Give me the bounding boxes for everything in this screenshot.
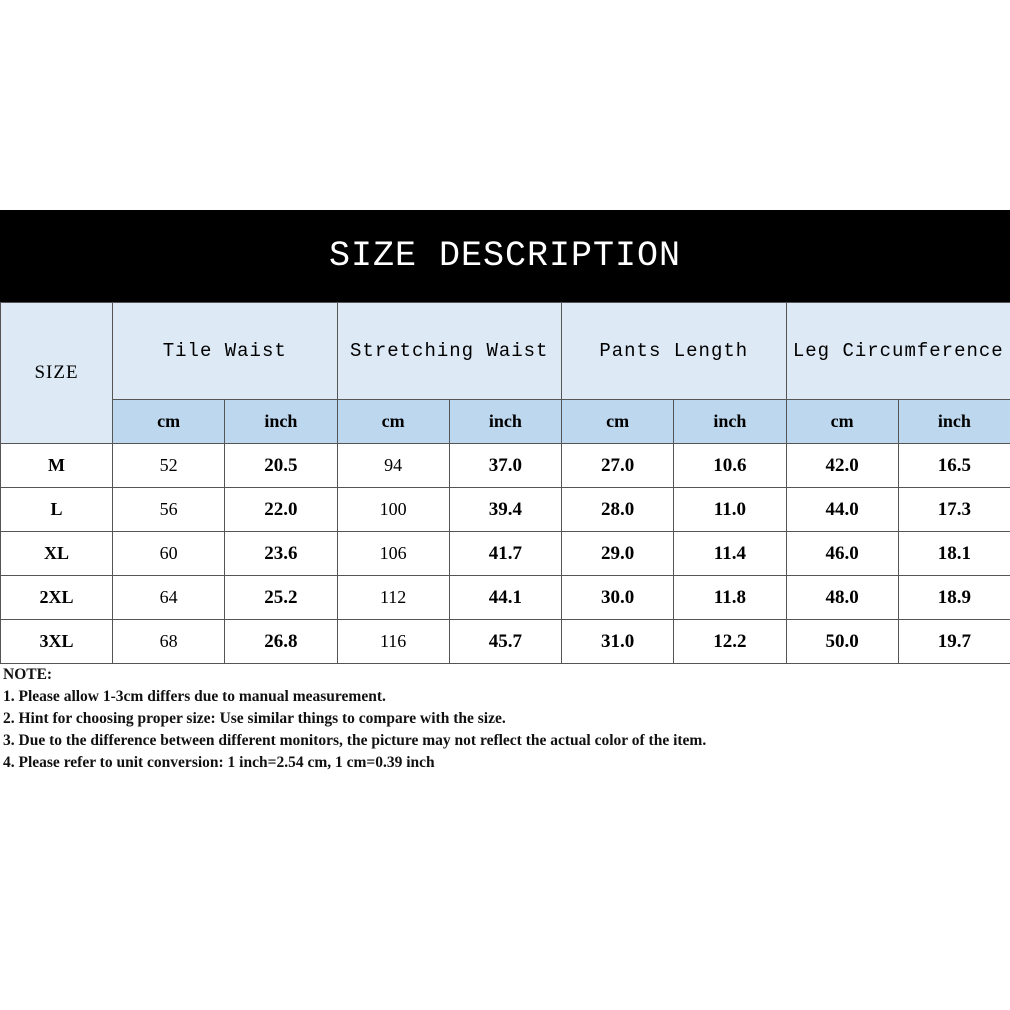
inch-cell: 10.6 bbox=[674, 444, 786, 488]
table-row bbox=[1, 620, 1010, 664]
table-row bbox=[1, 576, 1010, 620]
inch-cell: 17.3 bbox=[898, 488, 1010, 532]
unit-cm-header: cm bbox=[786, 400, 898, 444]
group-header: Leg Circumference bbox=[786, 303, 1010, 400]
cm-cell: 106 bbox=[337, 532, 449, 576]
size-header: SIZE bbox=[1, 303, 113, 444]
cm-cell: 27.0 bbox=[562, 444, 674, 488]
title-banner bbox=[0, 210, 1010, 302]
cm-cell: 112 bbox=[337, 576, 449, 620]
size-cell: M bbox=[1, 444, 113, 488]
inch-cell: 11.4 bbox=[674, 532, 786, 576]
group-header: Pants Length bbox=[562, 303, 787, 400]
group-header: Stretching Waist bbox=[337, 303, 562, 400]
inch-cell: 37.0 bbox=[449, 444, 561, 488]
cm-cell: 64 bbox=[113, 576, 225, 620]
inch-cell: 18.9 bbox=[898, 576, 1010, 620]
cm-cell: 31.0 bbox=[562, 620, 674, 664]
inch-cell: 41.7 bbox=[449, 532, 561, 576]
cm-cell: 46.0 bbox=[786, 532, 898, 576]
inch-cell: 26.8 bbox=[225, 620, 337, 664]
cm-cell: 60 bbox=[113, 532, 225, 576]
note-item: 3. Due to the difference between different monitors, the picture may not reflect the actual color of the item. bbox=[3, 732, 707, 749]
notes-heading: NOTE: bbox=[3, 666, 53, 683]
group-header: Tile Waist bbox=[113, 303, 338, 400]
cm-cell: 52 bbox=[113, 444, 225, 488]
cm-cell: 116 bbox=[337, 620, 449, 664]
note-item: 4. Please refer to unit conversion: 1 inch=2.54 cm, 1 cm=0.39 inch bbox=[3, 754, 435, 771]
inch-cell: 18.1 bbox=[898, 532, 1010, 576]
notes bbox=[3, 664, 706, 774]
inch-cell: 44.1 bbox=[449, 576, 561, 620]
size-cell: L bbox=[1, 488, 113, 532]
cm-cell: 94 bbox=[337, 444, 449, 488]
inch-cell: 11.8 bbox=[674, 576, 786, 620]
inch-cell: 39.4 bbox=[449, 488, 561, 532]
size-cell: 2XL bbox=[1, 576, 113, 620]
unit-inch-header: inch bbox=[449, 400, 561, 444]
unit-inch-header: inch bbox=[225, 400, 337, 444]
inch-cell: 16.5 bbox=[898, 444, 1010, 488]
unit-cm-header: cm bbox=[562, 400, 674, 444]
inch-cell: 22.0 bbox=[225, 488, 337, 532]
cm-cell: 100 bbox=[337, 488, 449, 532]
size-cell: 3XL bbox=[1, 620, 113, 664]
note-item: 1. Please allow 1-3cm differs due to manual measurement. bbox=[3, 688, 386, 705]
cm-cell: 44.0 bbox=[786, 488, 898, 532]
unit-cm-header: cm bbox=[337, 400, 449, 444]
cm-cell: 50.0 bbox=[786, 620, 898, 664]
inch-cell: 25.2 bbox=[225, 576, 337, 620]
inch-cell: 20.5 bbox=[225, 444, 337, 488]
inch-cell: 19.7 bbox=[898, 620, 1010, 664]
note-item: 2. Hint for choosing proper size: Use similar things to compare with the size. bbox=[3, 710, 506, 727]
cm-cell: 29.0 bbox=[562, 532, 674, 576]
size-table bbox=[0, 302, 1010, 664]
page-title: SIZE DESCRIPTION bbox=[328, 236, 682, 276]
inch-cell: 45.7 bbox=[449, 620, 561, 664]
table-row bbox=[1, 532, 1010, 576]
cm-cell: 42.0 bbox=[786, 444, 898, 488]
size-cell: XL bbox=[1, 532, 113, 576]
table-row bbox=[1, 488, 1010, 532]
unit-inch-header: inch bbox=[898, 400, 1010, 444]
table-row bbox=[1, 444, 1010, 488]
cm-cell: 48.0 bbox=[786, 576, 898, 620]
unit-cm-header: cm bbox=[113, 400, 225, 444]
inch-cell: 11.0 bbox=[674, 488, 786, 532]
cm-cell: 68 bbox=[113, 620, 225, 664]
cm-cell: 56 bbox=[113, 488, 225, 532]
unit-inch-header: inch bbox=[674, 400, 786, 444]
inch-cell: 12.2 bbox=[674, 620, 786, 664]
inch-cell: 23.6 bbox=[225, 532, 337, 576]
cm-cell: 30.0 bbox=[562, 576, 674, 620]
cm-cell: 28.0 bbox=[562, 488, 674, 532]
